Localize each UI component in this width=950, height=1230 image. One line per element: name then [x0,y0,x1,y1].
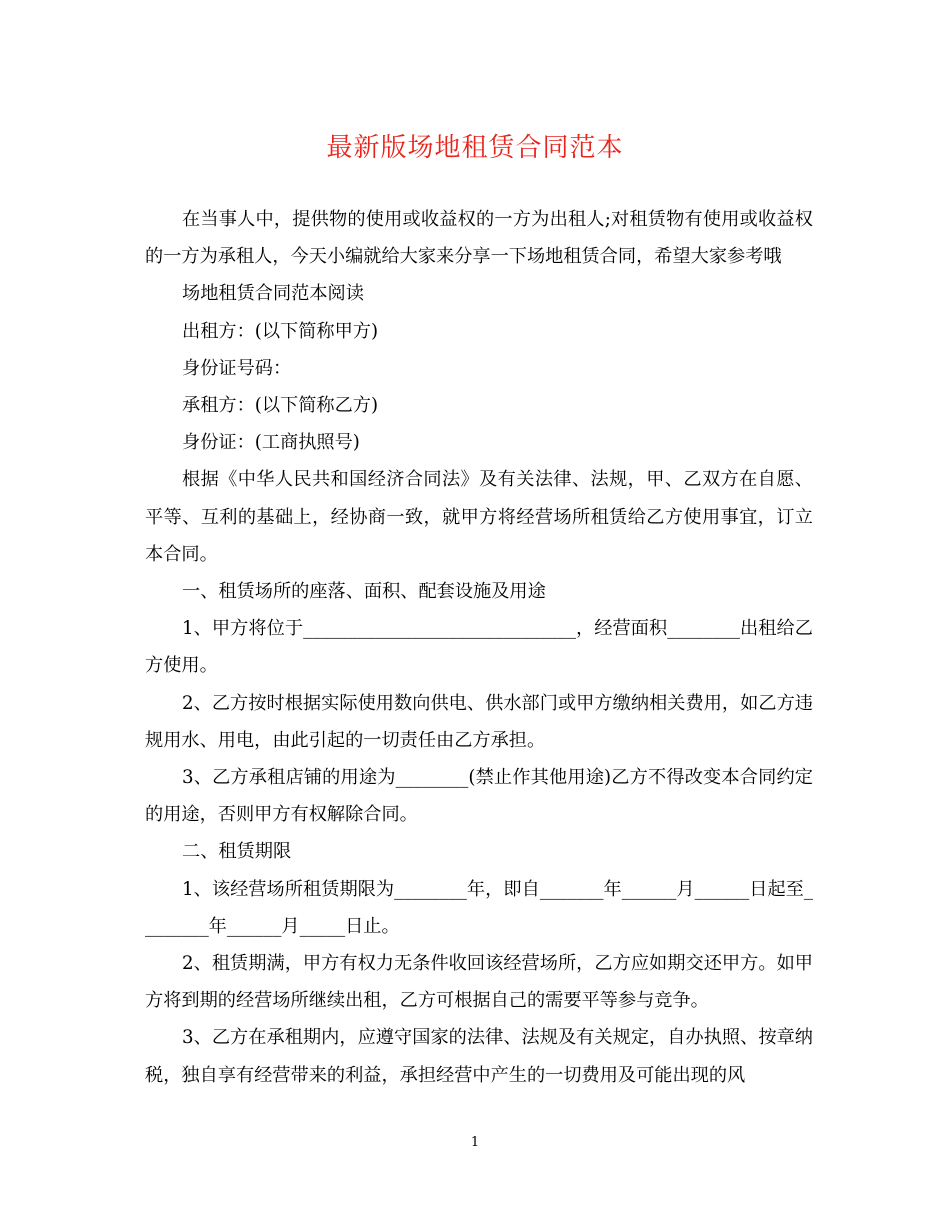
paragraph-id-license: 身份证：(工商执照号) [182,432,360,454]
paragraph-heading-reading: 场地租赁合同范本阅读 [182,283,364,305]
paragraph-legal-basis: 根据《中华人民共和国经济合同法》及有关法律、法规，甲、乙双方在自愿、平等、互利的基础上，经协商一致，就甲方将经营场所租赁给乙方使用事宜，订立本合同。 [145,469,813,565]
clause-1-3: 3、乙方承租店铺的用途为________(禁止作其他用途)乙方不得改变本合同约定的用途，否则甲方有权解除合同。 [145,767,813,826]
page-number: 1 [470,1135,480,1150]
paragraph-lessor: 出租方：(以下简称甲方) [182,320,379,342]
section-heading-2: 二、租赁期限 [182,841,292,863]
clause-1-1: 1、甲方将位于______________________________，经营面积________出租给乙方使用。 [145,618,813,677]
clause-2-2: 2、租赁期满，甲方有权力无条件收回该经营场所，乙方应如期交还甲方。如甲方将到期的经营场所继续出租，乙方可根据自己的需要平等参与竞争。 [145,953,813,1012]
clause-2-3: 3、乙方在承租期内，应遵守国家的法律、法规及有关规定，自办执照、按章纳税，独自享有经营带来的利益，承担经营中产生的一切费用及可能出现的风 [145,1027,813,1086]
document-title: 最新版场地租赁合同范本 [326,133,624,163]
section-heading-1: 一、租赁场所的座落、面积、配套设施及用途 [182,581,546,603]
paragraph-lessee: 承租方：(以下简称乙方) [182,395,379,417]
document-body [145,201,813,1094]
clause-1-2: 2、乙方按时根据实际使用数向供电、供水部门或甲方缴纳相关费用，如乙方违规用水、用电，由此引起的一切责任由乙方承担。 [145,692,813,751]
paragraph-intro: 在当事人中，提供物的使用或收益权的一方为出租人;对租赁物有使用或收益权的一方为承租人，今天小编就给大家来分享一下场地租赁合同，希望大家参考哦 [145,209,813,268]
clause-2-1: 1、该经营场所租赁期限为________年，即自_______年______月______日起至________年______月_____日止。 [145,878,813,937]
paragraph-id-number: 身份证号码： [182,357,292,379]
